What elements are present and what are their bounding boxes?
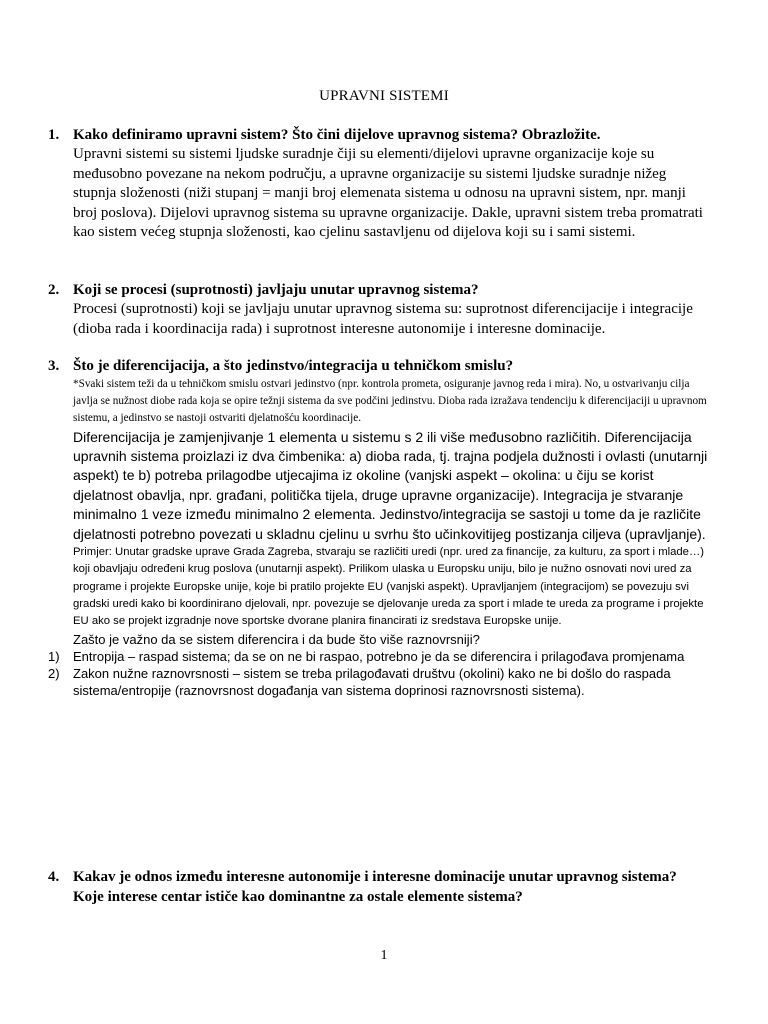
question-heading — [48, 125, 708, 145]
question-number: 4. — [48, 869, 60, 885]
question-3 — [48, 356, 708, 699]
list-item — [48, 648, 708, 665]
question-heading — [48, 867, 708, 907]
question-text: Koji se procesi (suprotnosti) javljaju unutar upravnog sistema? — [73, 282, 479, 298]
question-4 — [48, 867, 708, 907]
list-item — [48, 665, 708, 699]
question-number: 3. — [48, 358, 60, 374]
answer-paragraph: Procesi (suprotnosti) koji se javljaju unutar upravnog sistema su: suprotnost diferencijacije i integracije (dioba rada i koordinacija rada) i suprotnost interesne autonomije i interesne dominacije. — [73, 301, 693, 337]
answer-paragraph: Diferencijacija je zamjenjivanje 1 elementa u sistemu s 2 ili više međusobno različitih. Diferencijacija upravnih sistema proizlazi iz dva čimbenika: a) dioba rada, tj. trajna podjela dužnosti i ovlasti (unutarnji aspekt) te b) potreba prilagodbe utjecajima iz okoline (vanjski aspekt – okolina: u čiju se korist djelatnost obavlja, npr. građani, politička tijela, druge upravne organizacije). Integracija je stvaranje minimalno 1 veze između minimalno 2 elementa. Jedinstvo/integracija se sastoji u tome da je različite djelatnosti potrebno povezati u skladnu cjelinu u svrhu što učinkovitijeg postizanja ciljeva (upravljanje). — [73, 428, 708, 542]
question-number: 1. — [48, 127, 60, 143]
list-item-number: 1) — [48, 648, 60, 664]
example-paragraph: Primjer: Unutar gradske uprave Grada Zagreba, stvaraju se različiti uredi (npr. ured za financije, za kulturu, za sport i mlade…) koji obavljaju određeni krug poslova (unutarnji aspekt). Prilikom ulaska u Europsku uniju, bilo je nužno osnovati novi ured za programe i projekte Europske unije, koje bi pratilo projekte EU (vanjski aspekt). Upravljanjem (integracijom) se povezuju svi gradski uredi kako bi koordinirano djelovali, npr. povezuje se djelovanje ureda za sport i mlade te ureda za programe i projekte EU ako se projekt izgradnje nove sportske dvorane planira financirati iz sredstava Europske unije. — [73, 546, 705, 628]
list-item-number: 2) — [48, 665, 60, 681]
question-text: Kako definiramo upravni sistem? Što čini dijelove upravnog sistema? Obrazložite. — [73, 127, 601, 143]
question-number: 2. — [48, 282, 60, 298]
list-item-text: Zakon nužne raznovrsnosti – sistem se treba prilagođavati društvu (okolini) kako ne bi došlo do raspada sistema/entropije (raznovrsnost događanja van sistema doprinosi raznovrsnosti sistema). — [73, 665, 671, 698]
answer-paragraph: Upravni sistemi su sistemi ljudske suradnje čiji su elementi/dijelovi upravne organizacije koje su međusobno povezane na nekom području, a upravne organizacije su sistemi ljudske suradnje nižeg stupnja složenosti (niži stupanj = manji broj elemenata sistema u odnosu na upravni sistem, npr. manji broj poslova). Dijelovi upravnog sistema su upravne organizacije. Dakle, upravni sistem treba promatrati kao sistem većeg stupnja složenosti, kao cjelinu sastavljenu od dijelova koji su i sami sistemi. — [73, 146, 703, 240]
question-heading — [48, 280, 708, 300]
page-number: 1 — [380, 948, 388, 963]
list-item-text: Entropija – raspad sistema; da se on ne bi raspao, potrebno je da se diferencira i prilagođava promjenama — [73, 648, 685, 664]
note-paragraph: *Svaki sistem teži da u tehničkom smislu ostvari jedinstvo (npr. kontrola prometa, osiguranje javnog reda i mira). No, u ostvarivanju cilja javlja se nužnost diobe rada koja se opire težnji sistema da sve podčini jedinstvu. Dioba rada izražava tendenciju k diferencijaciji u upravnom sistemu, a jedinstvo se nastoji ostvariti djelatnošću koordinacije. — [73, 378, 707, 425]
question-2 — [48, 280, 708, 339]
question-1 — [48, 125, 708, 243]
question-text: Kakav je odnos između interesne autonomije i interesne dominacije unutar upravnog sistema? Koje interese centar ističe kao dominantne za ostale elemente sistema? — [73, 869, 677, 905]
subquestion: Zašto je važno da se sistem diferencira i da bude što više raznovrsniji? — [73, 631, 480, 647]
question-heading — [48, 356, 708, 376]
document-title: UPRAVNI SISTEMI — [319, 88, 449, 104]
question-text: Što je diferencijacija, a što jedinstvo/integracija u tehničkom smislu? — [73, 358, 514, 374]
